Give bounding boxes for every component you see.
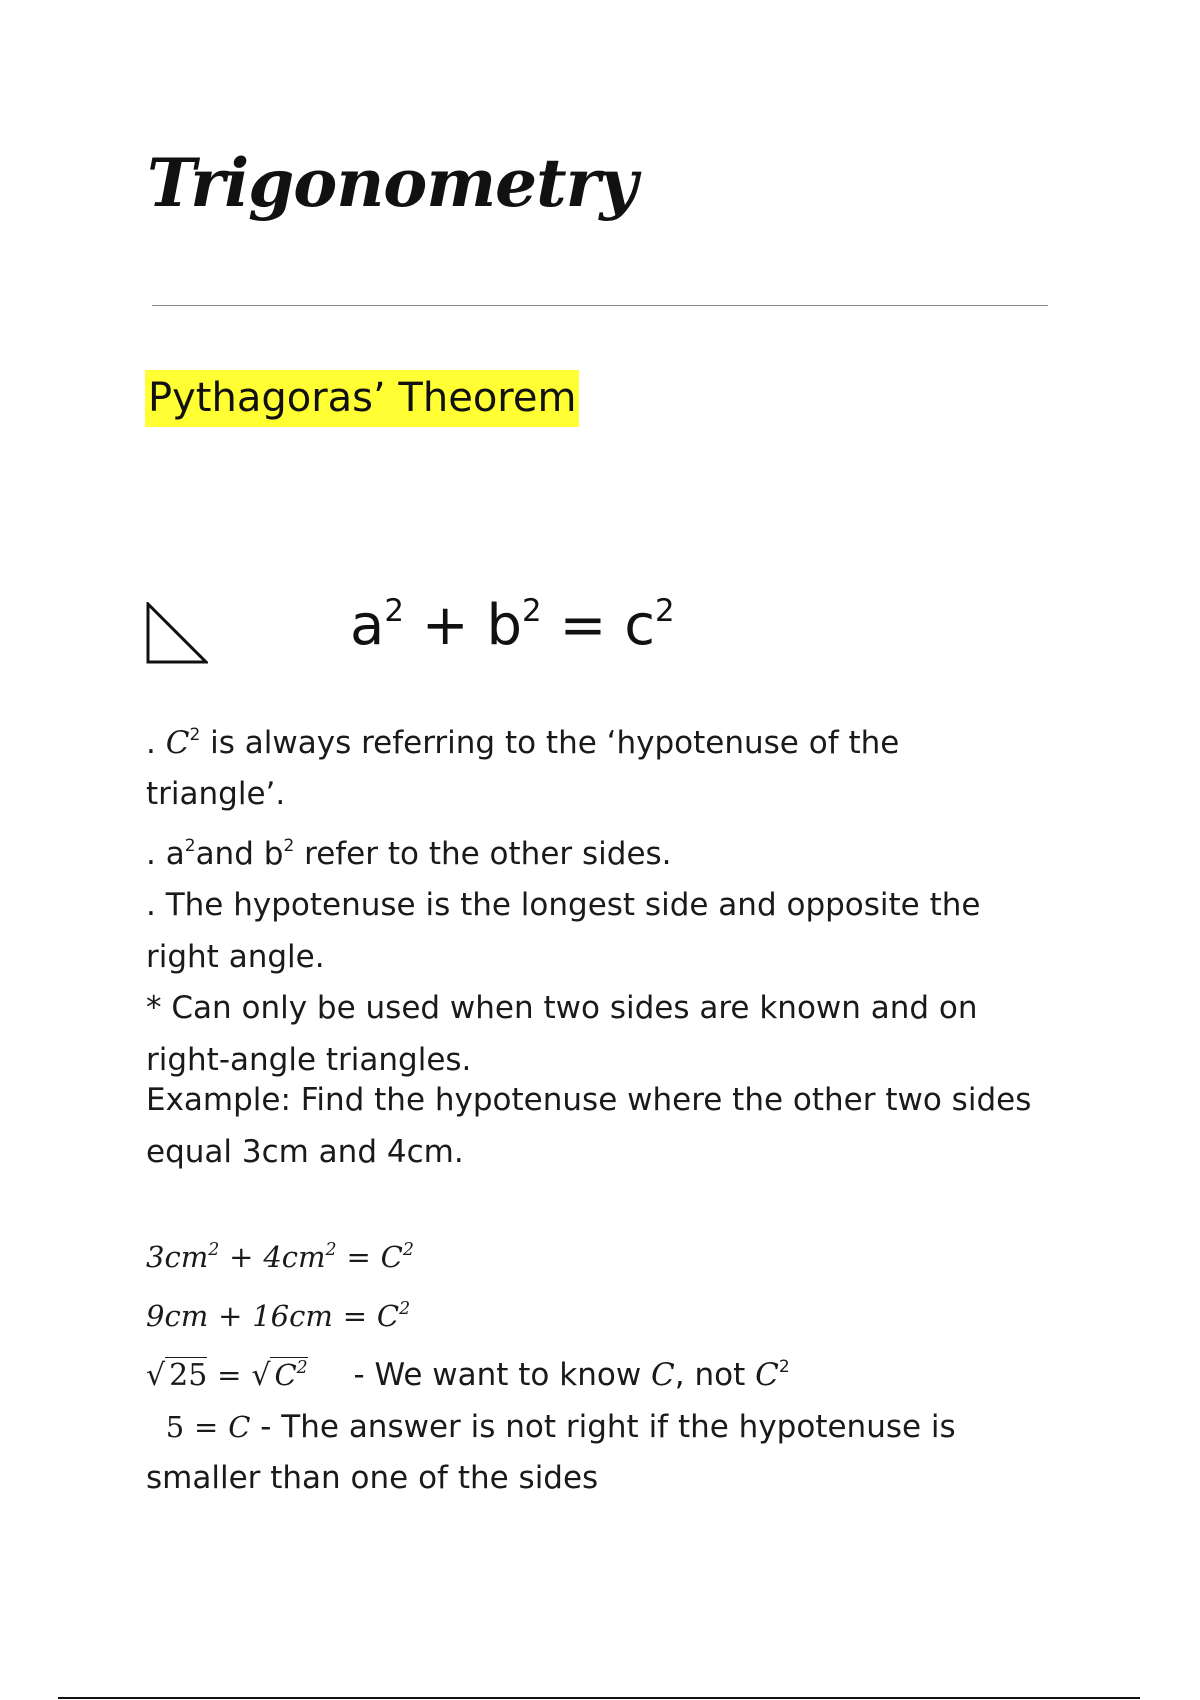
page-bottom-rule (58, 1697, 1140, 1699)
note-var-b: b (263, 835, 284, 872)
note-text: is always referring to the ‘hypotenuse of the triangle’. (146, 724, 900, 813)
theorem-notes (146, 710, 1046, 1086)
radicand: 25 (165, 1357, 207, 1393)
working-comment: - The answer is not right if the hypotenuse is smaller than one of the sides (146, 1408, 956, 1497)
note-text: refer to the other sides. (294, 835, 672, 872)
section-heading: Pythagoras’ Theorem (145, 370, 579, 427)
note-item: * Can only be used when two sides are known and on right-angle triangles. (146, 990, 978, 1078)
formula-b-exponent: 2 (522, 593, 542, 629)
working-line: 5 = C - The answer is not right if the hypotenuse is smaller than one of the sides (146, 1408, 956, 1497)
working-line: $3cm^2 + 4cm^2 = C^2$ (146, 1240, 414, 1275)
formula-b: b (486, 593, 523, 659)
working-line: √ 25 = √ $C^2$ - We want to know C, not $C^2$ (146, 1357, 790, 1394)
formula-c-exponent: 2 (654, 593, 675, 629)
formula-plus: + (421, 593, 469, 659)
sqrt-symbol: √ 25 (146, 1358, 208, 1394)
note-exponent: 2 (283, 835, 295, 856)
radicand: $C^2$ (270, 1357, 307, 1392)
example-question: Example: Find the hypotenuse where the other two sides equal 3cm and 4cm. (146, 1082, 1032, 1170)
right-triangle-icon (146, 602, 208, 664)
sqrt-symbol: √ $C^2$ (251, 1357, 308, 1394)
note-var-a: a (165, 835, 185, 872)
note-exponent: 2 (184, 835, 196, 856)
note-var-c: C (165, 724, 190, 761)
formula-c: c (624, 593, 655, 659)
note-item: . $a^2and$ $b^2$ refer to the other sides. (146, 835, 672, 872)
working-line: $9cm + 16cm = C^2$ (146, 1298, 411, 1333)
note-item: . $C^2$ is always referring to the ‘hypotenuse of the triangle’. (146, 724, 900, 813)
pythagoras-formula (350, 593, 675, 659)
formula-equals: = (559, 593, 607, 659)
formula-a: a (350, 593, 385, 659)
note-exponent: 2 (189, 725, 201, 745)
page-title: Trigonometry (147, 144, 637, 222)
title-divider (152, 305, 1048, 306)
note-item: . The hypotenuse is the longest side and opposite the right angle. (146, 887, 981, 975)
working-comment: - We want to know (353, 1357, 652, 1394)
worked-solution (146, 1225, 1066, 1505)
formula-a-exponent: 2 (384, 593, 404, 629)
